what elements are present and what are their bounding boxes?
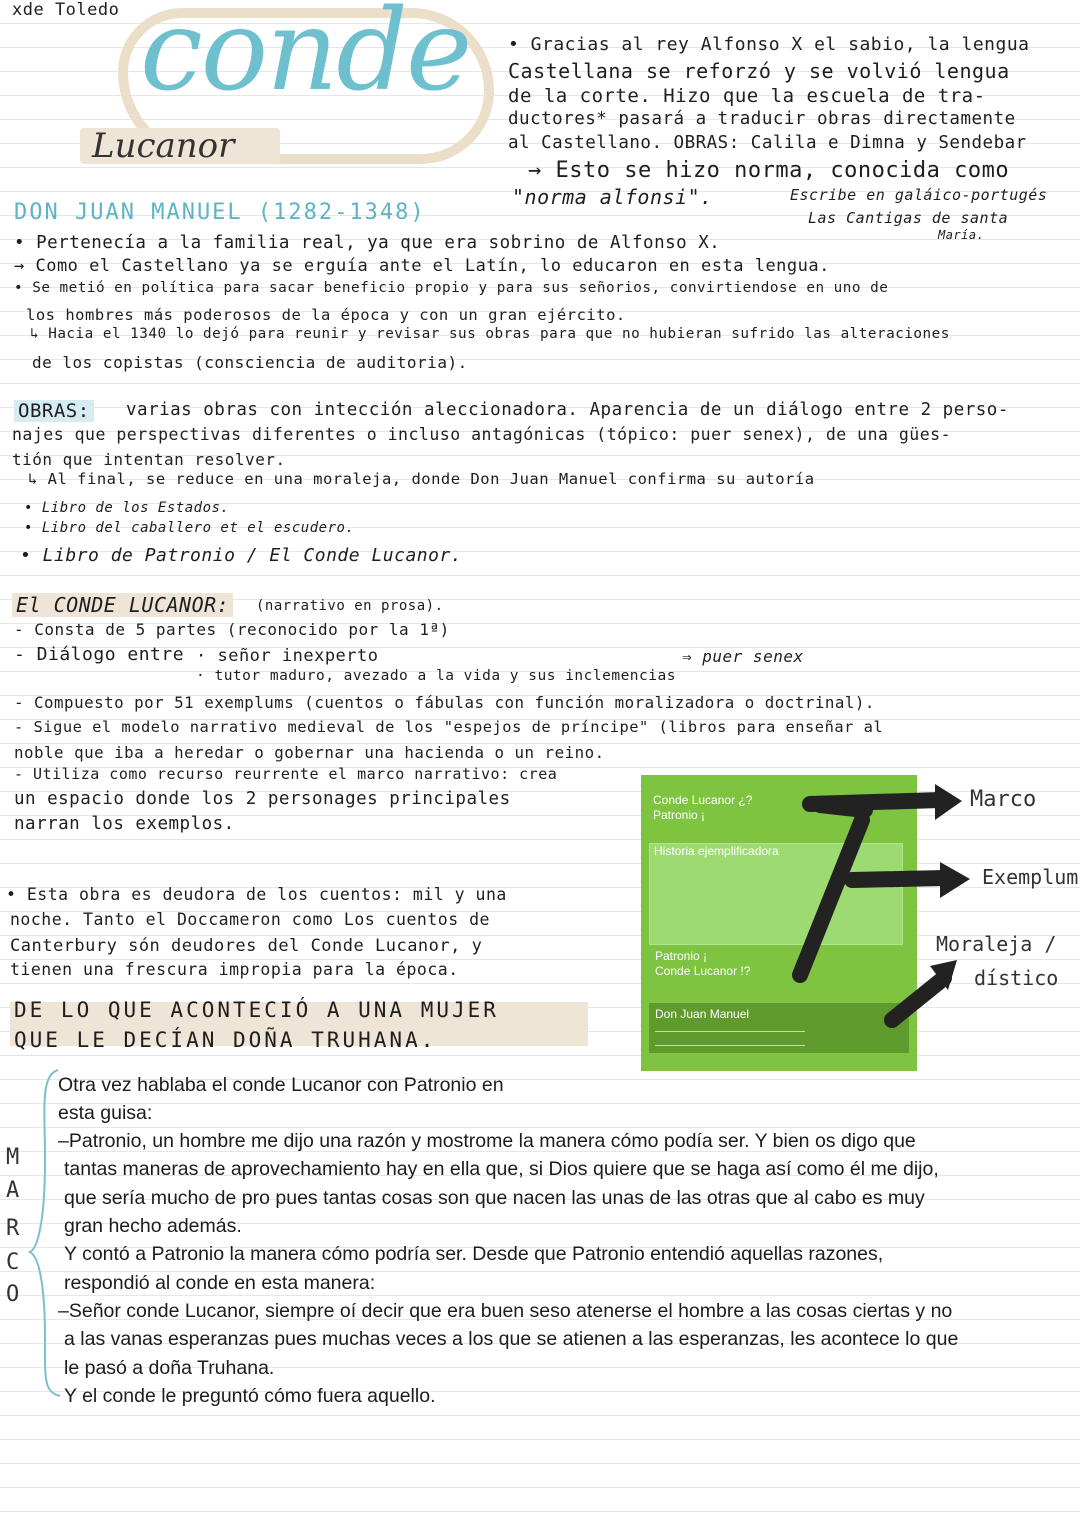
heading-note: (narrativo en prosa). xyxy=(256,598,444,614)
intro-line: ductores* pasará a traducir obras directamente xyxy=(508,109,1016,129)
intro-line: al Castellano. OBRAS: Calila e Dimna y Sendebar xyxy=(508,133,1027,153)
section-heading: El CONDE LUCANOR: xyxy=(12,593,233,617)
book-item: • Libro del caballero et el escudero. xyxy=(24,520,355,536)
marco-letter: A xyxy=(6,1178,20,1203)
djm-line: ↳ Hacia el 1340 lo dejó para reunir y revisar sus obras para que no hubieran sufrido las alteraciones xyxy=(30,326,950,342)
label-distico: dístico xyxy=(974,966,1059,990)
obras-line: varias obras con intección aleccionadora. Aparencia de un diálogo entre 2 perso- xyxy=(126,400,1009,420)
label-exemplum: Exemplum xyxy=(982,865,1079,889)
diagram-label: Conde Lucanor !? xyxy=(655,964,751,978)
intro-line: de la corte. Hizo que la escuela de tra- xyxy=(508,85,986,107)
page-title: conde xyxy=(140,0,471,116)
puer-senex: ⇒ puer senex xyxy=(682,647,804,666)
conde-line: narran los exemplos. xyxy=(14,814,235,834)
diagram-label: Historia ejemplificadora xyxy=(654,844,779,858)
deudora-line: noche. Tanto el Doccameron como Los cuentos de xyxy=(10,910,490,929)
escribe-note: Las Cantigas de santa xyxy=(808,209,1009,227)
story-line: Otra vez hablaba el conde Lucanor con Patronio en xyxy=(58,1074,504,1096)
marco-letter: R xyxy=(6,1216,20,1241)
story-line: –Señor conde Lucanor, siempre oí decir que era buen seso atenerse el hombre a las cosas ciertas y no xyxy=(58,1300,953,1322)
label-moraleja: Moraleja / xyxy=(936,932,1057,956)
story-line: Y contó a Patronio la manera cómo podría ser. Desde que Patronio entendió aquellas razones, xyxy=(64,1243,884,1265)
obras-line: ↳ Al final, se reduce en una moraleja, donde Don Juan Manuel confirma su autoría xyxy=(28,470,815,488)
escribe-note: Escribe en galáico-portugés xyxy=(790,186,1048,204)
conde-line: - Utiliza como recurso reurrente el marco narrativo: crea xyxy=(14,765,558,783)
seven-stroke xyxy=(800,805,865,975)
story-line: Y el conde le preguntó cómo fuera aquello. xyxy=(64,1385,436,1407)
story-line: que sería mucho de pro pues tantas cosas son que nacen las unas de las otras que al cabo es muy xyxy=(64,1187,925,1209)
story-line: respondió al conde en esta manera: xyxy=(64,1272,376,1294)
marco-letter: C xyxy=(6,1250,20,1275)
story-line: tantas maneras de aprovechamiento hay en ella que, si Dios quiere que se haga así como él me dijo, xyxy=(64,1158,939,1180)
norma-line: "norma alfonsi". xyxy=(512,185,713,209)
note-toledo: xde Toledo xyxy=(12,0,120,20)
djm-line: • Se metió en política para sacar beneficio propio y para sus señorios, convirtiendose en uno de xyxy=(14,280,889,296)
diagram-label: Patronio ¡ xyxy=(655,949,708,963)
intro-line: • Gracias al rey Alfonso X el sabio, la lengua xyxy=(508,34,1030,55)
conde-line: - Diálogo entre xyxy=(14,644,185,665)
norma-line: → Esto se hizo norma, conocida como xyxy=(528,158,1010,183)
deudora-line: tienen una frescura impropia para la época. xyxy=(10,960,459,979)
marco-letter: O xyxy=(6,1282,20,1307)
story-title: QUE LE DECÍAN DOÑA TRUHANA. xyxy=(14,1028,437,1052)
djm-line: de los copistas (consciencia de auditoria). xyxy=(32,353,468,372)
story-line: –Patronio, un hombre me dijo una razón y mostrome la manera cómo podía ser. Y bien os digo que xyxy=(58,1130,916,1152)
conde-line: · tutor maduro, avezado a la vida y sus inclemencias xyxy=(196,668,676,684)
obras-label: OBRAS: xyxy=(14,400,94,422)
book-item: • Libro de los Estados. xyxy=(24,500,230,516)
section-heading: DON JUAN MANUEL (1282-1348) xyxy=(14,200,426,225)
marco-brace xyxy=(30,1070,60,1396)
diagram-label: Conde Lucanor ¿? xyxy=(653,793,753,807)
label-marco: Marco xyxy=(970,787,1037,812)
conde-line: · señor inexperto xyxy=(196,646,379,666)
conde-line: - Sigue el modelo narrativo medieval de los "espejos de príncipe" (libros para enseñar al xyxy=(14,718,884,736)
obras-line: tión que intentan resolver. xyxy=(12,450,286,469)
diagram-label: Patronio ¡ xyxy=(653,808,706,822)
story-line: gran hecho además. xyxy=(64,1215,242,1237)
djm-line: los hombres más poderosos de la época y con un gran ejército. xyxy=(26,306,626,324)
marco-letter: M xyxy=(6,1145,20,1170)
obras-line: najes que perspectivas diferentes o incluso antagónicas (tópico: puer senex), de una gües- xyxy=(12,425,952,444)
diagram-label: Don Juan Manuel xyxy=(655,1007,750,1021)
story-title: DE LO QUE ACONTECIÓ A UNA MUJER xyxy=(14,998,499,1022)
exemplum-arrow-icon xyxy=(852,862,970,898)
conde-line: noble que iba a heredar o gobernar una hacienda o un reino. xyxy=(14,743,605,762)
deudora-line: • Esta obra es deudora de los cuentos: mil y una xyxy=(6,885,507,904)
conde-line: - Compuesto por 51 exemplums (cuentos o fábulas con función moralizadora o doctrinal). xyxy=(14,693,875,712)
deudora-line: Canterbury són deudores del Conde Lucanor, y xyxy=(10,936,483,956)
conde-line: un espacio donde los 2 personages principales xyxy=(14,789,511,809)
escribe-note: María. xyxy=(938,228,985,242)
intro-line: Castellana se reforzó y se volvió lengua xyxy=(508,59,1010,83)
story-line: esta guisa: xyxy=(58,1102,153,1124)
page-subtitle: Lucanor xyxy=(92,126,235,166)
story-line: a las vanas esperanzas pues muchas veces a los que se atienen a las esperanzas, les acontece lo que xyxy=(64,1328,959,1350)
djm-line: → Como el Castellano ya se erguía ante el Latín, lo educaron en esta lengua. xyxy=(14,256,830,276)
book-item: • Libro de Patronio / El Conde Lucanor. xyxy=(20,545,463,566)
conde-line: - Consta de 5 partes (reconocido por la 1ª) xyxy=(14,620,450,639)
moraleja-arrow-icon xyxy=(892,960,957,1020)
story-line: le pasó a doña Truhana. xyxy=(64,1357,275,1379)
djm-line: • Pertenecía a la familia real, ya que era sobrino de Alfonso X. xyxy=(14,233,721,253)
